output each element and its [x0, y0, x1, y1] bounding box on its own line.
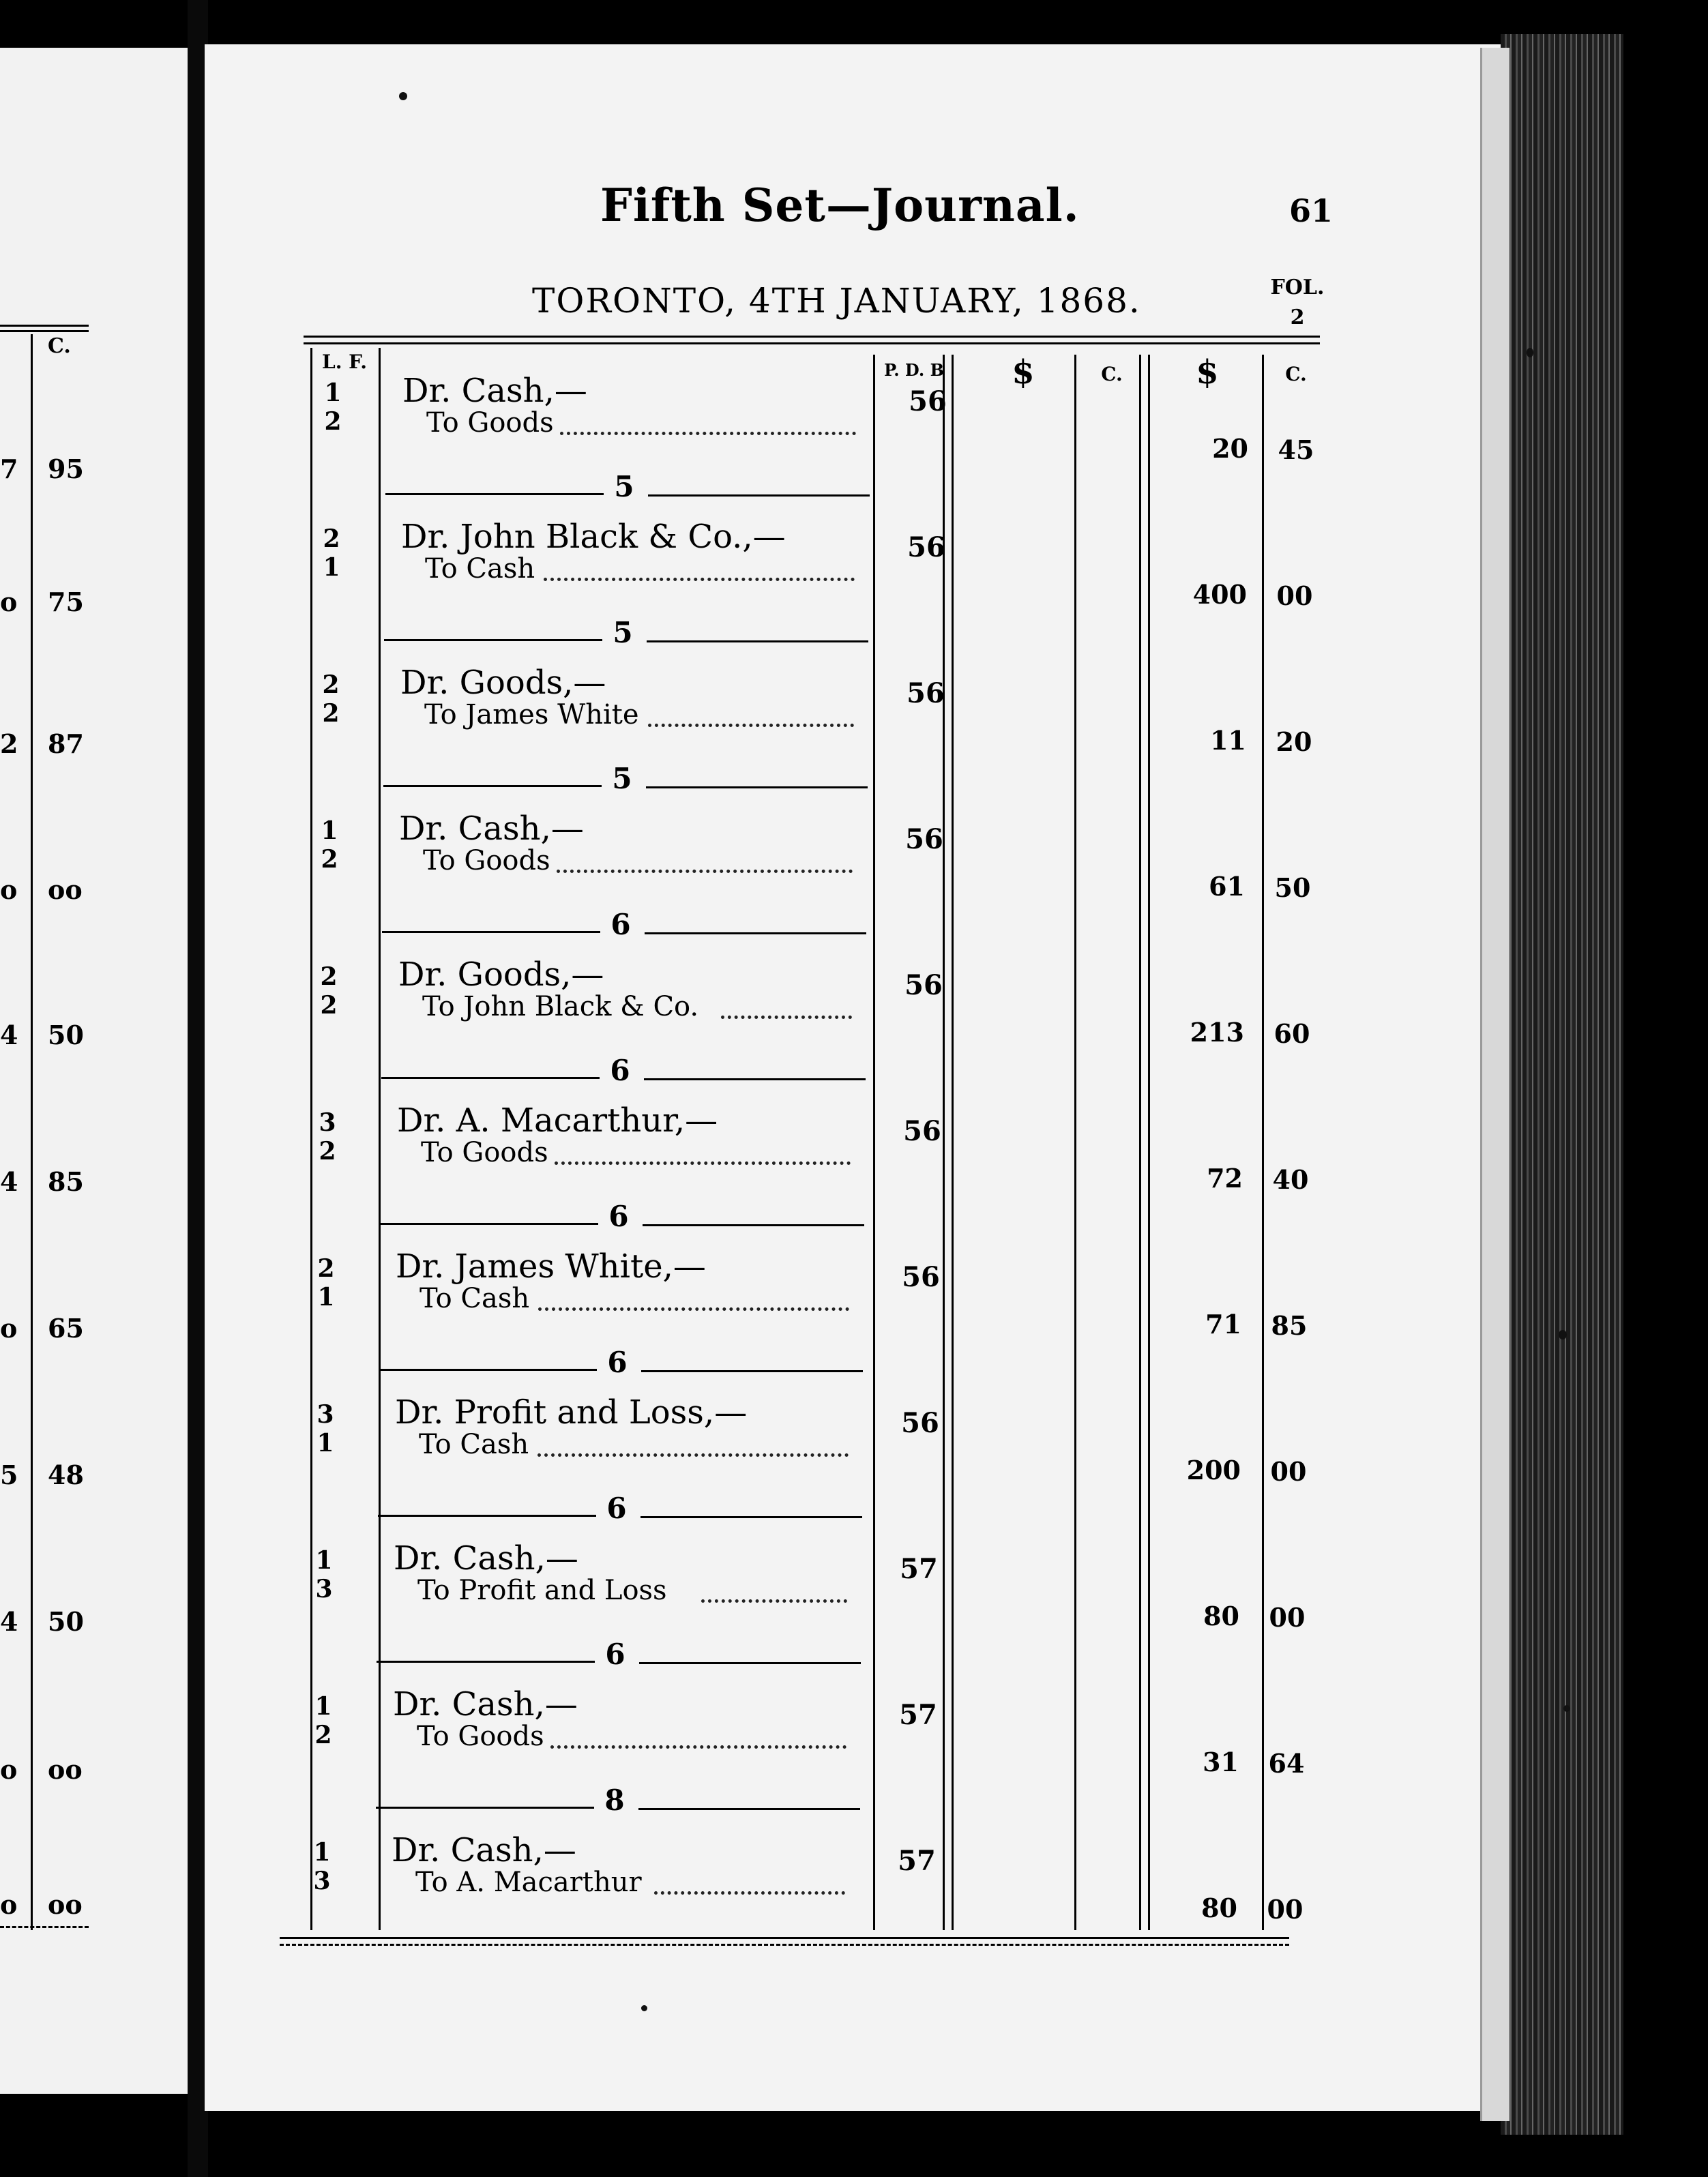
date-separator-right: [641, 1370, 863, 1372]
left-page: [0, 48, 188, 2094]
leader-dots: [721, 1002, 852, 1019]
ledger-folio-credit: 1: [316, 1429, 334, 1457]
ledger-folio-debit: 1: [324, 379, 342, 407]
credit-account: To Goods: [421, 1137, 548, 1168]
left-page-row-cents: 65: [48, 1313, 84, 1344]
debit-account: Dr. Goods,—: [398, 956, 604, 994]
date-separator-right: [643, 1224, 864, 1226]
left-page-row-digit: 4: [0, 1166, 18, 1197]
table-top-rule-2: [304, 342, 1320, 344]
amount-cents: 00: [1267, 1894, 1304, 1925]
entry-day: 6: [610, 1054, 630, 1087]
page-edge-margin: [1480, 48, 1510, 2121]
left-page-row-cents: 75: [48, 587, 84, 617]
ledger-folio-debit: 1: [313, 1838, 331, 1867]
ink-speck: [1563, 1705, 1570, 1712]
date-separator-right: [647, 640, 868, 642]
journal-entry: [291, 1685, 1314, 1832]
dollar1-column-header: $: [1012, 353, 1035, 391]
pdb-reference: 56: [902, 1261, 940, 1293]
left-page-row-digit: o: [0, 587, 18, 617]
journal-entry: [295, 1101, 1318, 1248]
amount-cents: 20: [1276, 726, 1312, 757]
left-page-row-digit: 4: [0, 1606, 18, 1637]
ledger-folio-credit: 2: [322, 699, 340, 728]
left-page-row-cents: 50: [48, 1606, 84, 1637]
journal-entry: [297, 810, 1320, 956]
left-page-row-cents: 87: [48, 728, 84, 759]
dollar2-column-header: $: [1196, 353, 1219, 391]
ledger-folio-debit: 2: [323, 524, 340, 553]
left-page-row-digit: 7: [0, 454, 18, 484]
amount-cents: 85: [1271, 1310, 1308, 1341]
debit-account: Dr. John Black & Co.,—: [401, 518, 786, 556]
leader-dots: [550, 1732, 846, 1749]
entry-day: 6: [605, 1638, 625, 1671]
credit-account: To James White: [424, 699, 639, 730]
journal-entry: [289, 1831, 1312, 1978]
ink-speck: [1527, 348, 1533, 357]
amount-cents: 45: [1278, 434, 1314, 465]
left-page-top-rule-2: [0, 330, 89, 332]
fol-value: 2: [1290, 306, 1305, 329]
ledger-folio-credit: 3: [313, 1867, 331, 1895]
pdb-reference: 57: [900, 1553, 938, 1585]
left-page-row-digit: o: [0, 1313, 18, 1344]
folio-reference: [1270, 273, 1325, 333]
pdb-column-header: P. D. B: [884, 360, 944, 380]
ledger-folio-credit: 2: [314, 1721, 332, 1749]
page-number: 61: [1289, 192, 1334, 229]
ledger-folio-debit: 1: [314, 1692, 332, 1721]
credit-account: To John Black & Co.: [422, 991, 699, 1022]
ledger-folio-debit: 1: [315, 1546, 333, 1575]
date-separator-left: [381, 1077, 600, 1079]
pdb-reference: 57: [899, 1699, 937, 1731]
amount-cents: 40: [1272, 1164, 1309, 1195]
debit-account: Dr. A. Macarthur,—: [397, 1101, 718, 1140]
journal-entry: [291, 1539, 1314, 1686]
left-page-row-digit: o: [0, 1754, 18, 1785]
ledger-folio-debit: 3: [319, 1108, 336, 1137]
debit-account: Dr. Cash,—: [394, 1539, 578, 1578]
left-page-cents-header: C.: [48, 334, 71, 358]
amount-dollars: 61: [1209, 871, 1245, 902]
ink-speck: [641, 2005, 647, 2011]
amount-dollars: 80: [1203, 1601, 1239, 1631]
leader-dots: [538, 1294, 849, 1311]
ink-speck: [1559, 1330, 1567, 1339]
amount-cents: 64: [1268, 1748, 1305, 1779]
journal-entry: [293, 1393, 1316, 1540]
ledger-folio-debit: 2: [322, 670, 340, 699]
amount-dollars: 71: [1205, 1309, 1241, 1339]
leader-dots: [544, 564, 855, 581]
amount-cents: 50: [1274, 872, 1311, 903]
entry-day: 5: [613, 616, 633, 649]
credit-account: To Goods: [417, 1721, 544, 1752]
date-separator-left: [384, 639, 602, 641]
amount-cents: 00: [1270, 1456, 1307, 1487]
credit-account: To Cash: [425, 553, 535, 584]
date-separator-left: [385, 493, 604, 495]
left-page-row-cents: oo: [48, 874, 83, 905]
amount-dollars: 213: [1190, 1017, 1244, 1048]
date-separator-left: [379, 1369, 597, 1371]
leader-dots: [654, 1878, 845, 1895]
debit-account: Dr. Cash,—: [393, 1685, 578, 1723]
pdb-reference: 56: [909, 385, 947, 417]
ledger-folio-credit: 2: [319, 1137, 336, 1166]
journal-entry: [293, 1247, 1316, 1394]
amount-dollars: 400: [1192, 579, 1247, 610]
ledger-folio-debit: 2: [320, 962, 338, 991]
journal-entry: [296, 956, 1319, 1102]
credit-account: To Cash: [419, 1283, 530, 1314]
table-top-rule: [304, 336, 1320, 338]
left-page-row-cents: 85: [48, 1166, 84, 1197]
entry-day: 5: [614, 470, 634, 503]
date-separator-right: [645, 932, 866, 934]
date-separator-right: [646, 786, 868, 788]
cents2-column-header: C.: [1285, 363, 1307, 385]
debit-account: Dr. Cash,—: [402, 372, 587, 410]
date-separator-right: [638, 1808, 860, 1810]
entry-day: 6: [608, 1200, 629, 1233]
date-separator-right: [640, 1516, 862, 1518]
debit-account: Dr. Cash,—: [392, 1831, 576, 1869]
lf-column-header: L. F.: [322, 351, 367, 373]
entry-day: 6: [610, 908, 631, 941]
date-separator-right: [648, 494, 870, 497]
left-page-row-digit: o: [0, 1889, 18, 1920]
ledger-folio-debit: 1: [321, 816, 338, 845]
leader-dots: [648, 710, 854, 727]
fol-label: FOL.: [1270, 276, 1325, 299]
left-page-column-line: [31, 334, 33, 1930]
leader-dots: [538, 1440, 849, 1457]
credit-account: To Goods: [423, 845, 550, 876]
amount-dollars: 11: [1210, 725, 1246, 756]
page-title: Fifth Set—Journal.: [600, 179, 1080, 232]
leader-dots: [555, 1148, 851, 1165]
date-separator-left: [378, 1515, 596, 1517]
page-edges: [1501, 34, 1623, 2135]
pdb-reference: 56: [907, 531, 945, 563]
pdb-reference: 56: [901, 1407, 939, 1439]
ledger-folio-debit: 2: [317, 1254, 335, 1283]
date-separator-left: [376, 1807, 594, 1809]
left-page-top-rule: [0, 325, 89, 327]
ledger-folio-credit: 1: [323, 553, 340, 582]
credit-account: To Profit and Loss: [417, 1575, 667, 1606]
amount-dollars: 20: [1212, 433, 1248, 464]
left-page-row-cents: oo: [48, 1754, 83, 1785]
debit-account: Dr. Profit and Loss,—: [395, 1393, 748, 1432]
debit-account: Dr. Goods,—: [400, 664, 606, 702]
left-page-row-digit: 5: [0, 1460, 18, 1490]
left-page-row-cents: 48: [48, 1460, 84, 1490]
leader-dots: [560, 418, 856, 435]
entry-day: 6: [606, 1492, 627, 1525]
entry-day: 5: [612, 762, 632, 795]
leader-dots: [557, 856, 853, 873]
date-separator-right: [644, 1078, 866, 1080]
left-page-row-cents: oo: [48, 1889, 83, 1920]
entry-day: 6: [607, 1346, 628, 1379]
left-page-row-digit: o: [0, 874, 18, 905]
credit-account: To A. Macarthur: [415, 1867, 642, 1898]
credit-account: To Cash: [419, 1429, 529, 1460]
amount-dollars: 200: [1186, 1455, 1241, 1485]
leader-dots: [701, 1586, 847, 1603]
amount-cents: 00: [1276, 580, 1313, 611]
cents1-column-header: C.: [1101, 363, 1123, 385]
journal-entry: [298, 664, 1321, 810]
amount-cents: 00: [1269, 1602, 1306, 1633]
ledger-folio-credit: 3: [315, 1575, 333, 1603]
amount-cents: 60: [1273, 1018, 1310, 1049]
pdb-reference: 56: [904, 969, 943, 1001]
date-separator-left: [380, 1223, 598, 1225]
ledger-folio-credit: 1: [317, 1283, 335, 1312]
left-page-row-cents: 50: [48, 1020, 84, 1050]
ledger-folio-credit: 2: [320, 991, 338, 1020]
date-separator-left: [382, 931, 600, 933]
ink-speck: [399, 92, 407, 100]
journal-entry: [300, 372, 1323, 518]
left-page-row-digit: 2: [0, 728, 18, 759]
left-page-row-digit: 4: [0, 1020, 18, 1050]
left-page-bottom-rule: [0, 1926, 89, 1928]
pdb-reference: 56: [905, 823, 943, 855]
debit-account: Dr. Cash,—: [399, 810, 584, 848]
pdb-reference: 57: [898, 1845, 936, 1877]
debit-account: Dr. James White,—: [396, 1247, 706, 1286]
entry-day: 8: [604, 1783, 625, 1817]
date-separator-right: [639, 1662, 861, 1664]
ledger-folio-debit: 3: [316, 1400, 334, 1429]
date-separator-left: [383, 785, 602, 787]
credit-account: To Goods: [426, 407, 554, 439]
amount-dollars: 31: [1203, 1747, 1239, 1777]
ledger-folio-credit: 2: [321, 845, 338, 874]
pdb-reference: 56: [907, 677, 945, 709]
date-separator-left: [377, 1661, 595, 1663]
left-page-row-cents: 95: [48, 454, 84, 484]
place-date-heading: TORONTO, 4TH JANUARY, 1868.: [532, 281, 1141, 321]
amount-dollars: 72: [1207, 1163, 1243, 1194]
pdb-reference: 56: [903, 1115, 941, 1147]
journal-entry: [299, 518, 1322, 664]
ledger-folio-credit: 2: [324, 407, 342, 436]
amount-dollars: 80: [1201, 1893, 1237, 1923]
